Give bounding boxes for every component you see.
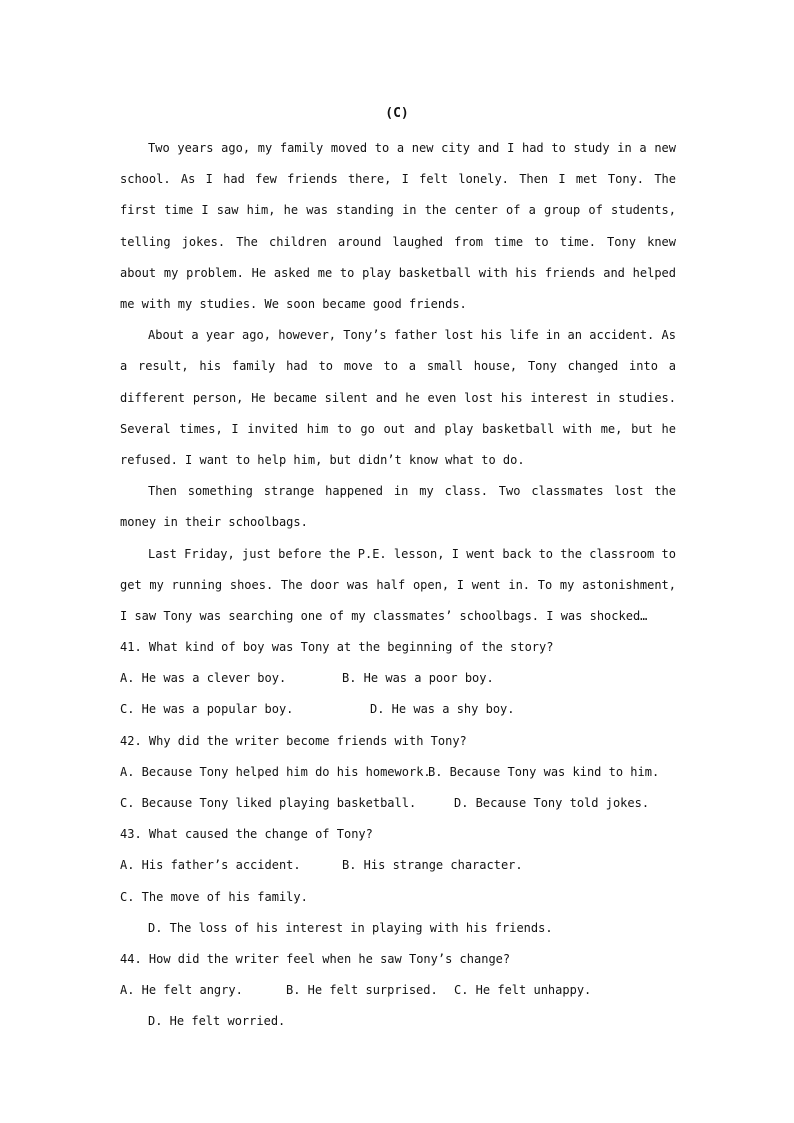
option-row xyxy=(120,882,700,913)
option-b: B. Because Tony was kind to him. xyxy=(428,764,660,779)
passage-paragraph: Two years ago, my family moved to a new city and I had to study in a new school. As I had few friends there, I felt lonely. Then I met Tony. The first time I saw him, he was standing in the center of a group of students, telling jokes. The children around laughed from time to time. Tony knew about my problem. He asked me to play basketball with his friends and helped me with my studies. We soon became good friends. xyxy=(120,141,676,312)
option-a: A. His father’s accident. xyxy=(120,858,301,873)
passage-paragraph: Then something strange happened in my class. Two classmates lost the money in their schoolbags. xyxy=(120,484,676,530)
option-row xyxy=(120,757,700,788)
option-c: C. The move of his family. xyxy=(120,889,308,904)
option-row xyxy=(120,788,700,819)
passage-paragraph: Last Friday, just before the P.E. lesson, I went back to the classroom to get my running shoes. The door was half open, I went in. To my astonishment, I saw Tony was searching one of my classmates’ schoolbags. I was shocked… xyxy=(120,546,676,624)
option-b: B. He was a poor boy. xyxy=(342,671,494,686)
option-row xyxy=(120,1006,700,1037)
question-stem: 44. How did the writer feel when he saw Tony’s change? xyxy=(120,951,511,966)
option-row xyxy=(120,850,700,881)
reading-passage xyxy=(120,133,676,632)
option-a: A. Because Tony helped him do his homework. xyxy=(120,764,431,779)
option-c: C. He felt unhappy. xyxy=(454,983,592,998)
option-d: D. The loss of his interest in playing with his friends. xyxy=(148,920,553,935)
option-c: C. He was a popular boy. xyxy=(120,702,294,717)
question-stem: 42. Why did the writer become friends with Tony? xyxy=(120,733,467,748)
option-b: B. His strange character. xyxy=(342,858,523,873)
option-c: C. Because Tony liked playing basketball. xyxy=(120,795,417,810)
option-row xyxy=(120,694,700,725)
option-row xyxy=(120,913,700,944)
passage-paragraph: About a year ago, however, Tony’s father lost his life in an accident. As a result, his family had to move to a small house, Tony changed into a different person, He became silent and he even lost his interest in studies. Several times, I invited him to go out and play basketball with me, but he refused. I want to help him, but didn’t know what to do. xyxy=(120,328,676,468)
option-d: D. Because Tony told jokes. xyxy=(454,795,650,810)
question-stem: 41. What kind of boy was Tony at the beginning of the story? xyxy=(120,640,554,654)
section-title: (C) xyxy=(385,106,409,121)
option-d: D. He felt worried. xyxy=(148,1014,286,1029)
option-b: B. He felt surprised. xyxy=(286,983,438,998)
option-d: D. He was a shy boy. xyxy=(370,702,515,717)
option-a: A. He felt angry. xyxy=(120,983,243,998)
option-row xyxy=(120,663,700,694)
option-row xyxy=(120,975,700,1006)
question-list xyxy=(120,632,700,1037)
option-a: A. He was a clever boy. xyxy=(120,671,287,686)
question-stem: 43. What caused the change of Tony? xyxy=(120,827,373,842)
